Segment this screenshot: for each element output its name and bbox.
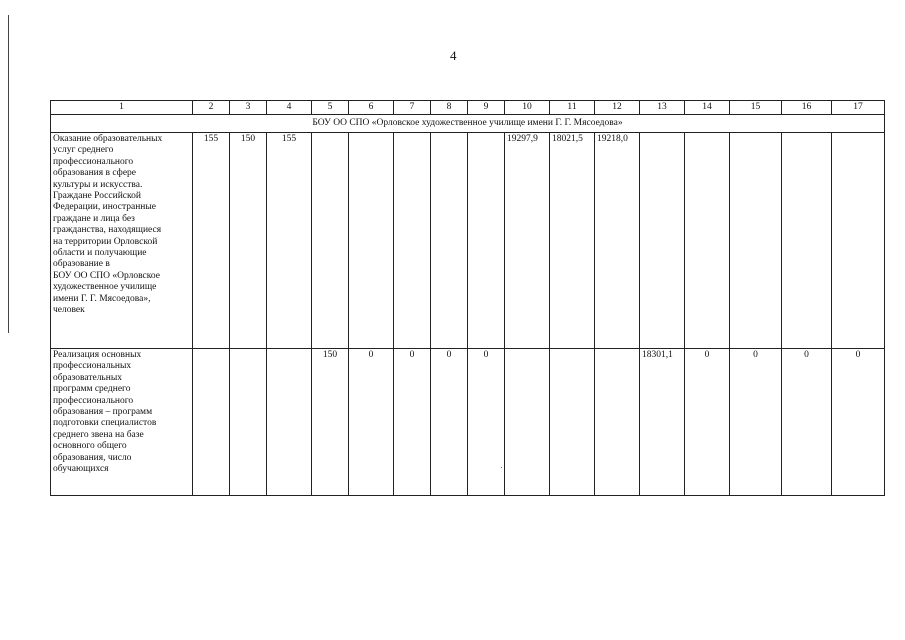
table-cell: 18021,5 — [550, 133, 595, 349]
row-description — [51, 349, 193, 496]
column-number: 11 — [550, 101, 595, 115]
column-number: 4 — [267, 101, 312, 115]
table-cell: 0 — [349, 349, 394, 496]
page-number: 4 — [450, 48, 457, 63]
table-cell: 0 — [685, 349, 730, 496]
column-number: 6 — [349, 101, 394, 115]
table-cell — [640, 133, 685, 349]
table-cell: 0 — [782, 349, 832, 496]
table-cell: 0 — [468, 349, 505, 496]
row-description-text: Реализация основных профессиональных образовательных программ среднего профессионального образования – программ подготовки специалистов среднего звена на базе основного общего образования, число обучающихся — [53, 350, 157, 475]
organization-row — [51, 115, 885, 133]
table-cell: 0 — [394, 349, 431, 496]
scan-speck — [501, 467, 502, 468]
table-cell — [685, 133, 730, 349]
table-cell — [230, 349, 267, 496]
table-cell: 155 — [193, 133, 230, 349]
table-cell — [832, 133, 885, 349]
table-cell — [267, 349, 312, 496]
column-number: 8 — [431, 101, 468, 115]
organization-name: БОУ ОО СПО «Орловское художественное училище имени Г. Г. Мясоедова» — [51, 115, 885, 133]
table-cell — [595, 349, 640, 496]
column-number: 7 — [394, 101, 431, 115]
table-cell: 150 — [312, 349, 349, 496]
table-cell: 0 — [730, 349, 782, 496]
column-number: 16 — [782, 101, 832, 115]
table-cell — [349, 133, 394, 349]
column-number: 9 — [468, 101, 505, 115]
table-cell: 19297,9 — [505, 133, 550, 349]
table-cell — [730, 133, 782, 349]
row-description-text: Оказание образовательных услуг среднего профессионального образования в сфере культуры и искусства. Граждане Российской Федерации, иностранные граждане и лица без гражданства, находящиеся на территории Орловской области и получающие образование в БОУ ОО СПО «Орловское художественное училище имени Г. Г. Мясоедова», человек — [53, 134, 163, 316]
table-cell: 0 — [832, 349, 885, 496]
table-cell — [505, 349, 550, 496]
table-row — [51, 349, 885, 496]
table-cell — [550, 349, 595, 496]
binding-margin-line — [8, 15, 9, 333]
column-number: 5 — [312, 101, 349, 115]
column-number: 10 — [505, 101, 550, 115]
table-cell — [193, 349, 230, 496]
column-number: 12 — [595, 101, 640, 115]
table-cell: 155 — [267, 133, 312, 349]
column-number: 15 — [730, 101, 782, 115]
row-description — [51, 133, 193, 349]
table-cell: 19218,0 — [595, 133, 640, 349]
column-number: 13 — [640, 101, 685, 115]
table-cell — [782, 133, 832, 349]
table-cell: 18301,1 — [640, 349, 685, 496]
column-number: 3 — [230, 101, 267, 115]
table-cell: 150 — [230, 133, 267, 349]
column-number-row — [51, 101, 885, 115]
column-number: 1 — [51, 101, 193, 115]
table-cell — [468, 133, 505, 349]
column-number: 2 — [193, 101, 230, 115]
table-row — [51, 133, 885, 349]
column-number: 14 — [685, 101, 730, 115]
data-table — [50, 100, 885, 496]
table-cell: 0 — [431, 349, 468, 496]
column-number: 17 — [832, 101, 885, 115]
table-cell — [394, 133, 431, 349]
table-cell — [312, 133, 349, 349]
table-cell — [431, 133, 468, 349]
